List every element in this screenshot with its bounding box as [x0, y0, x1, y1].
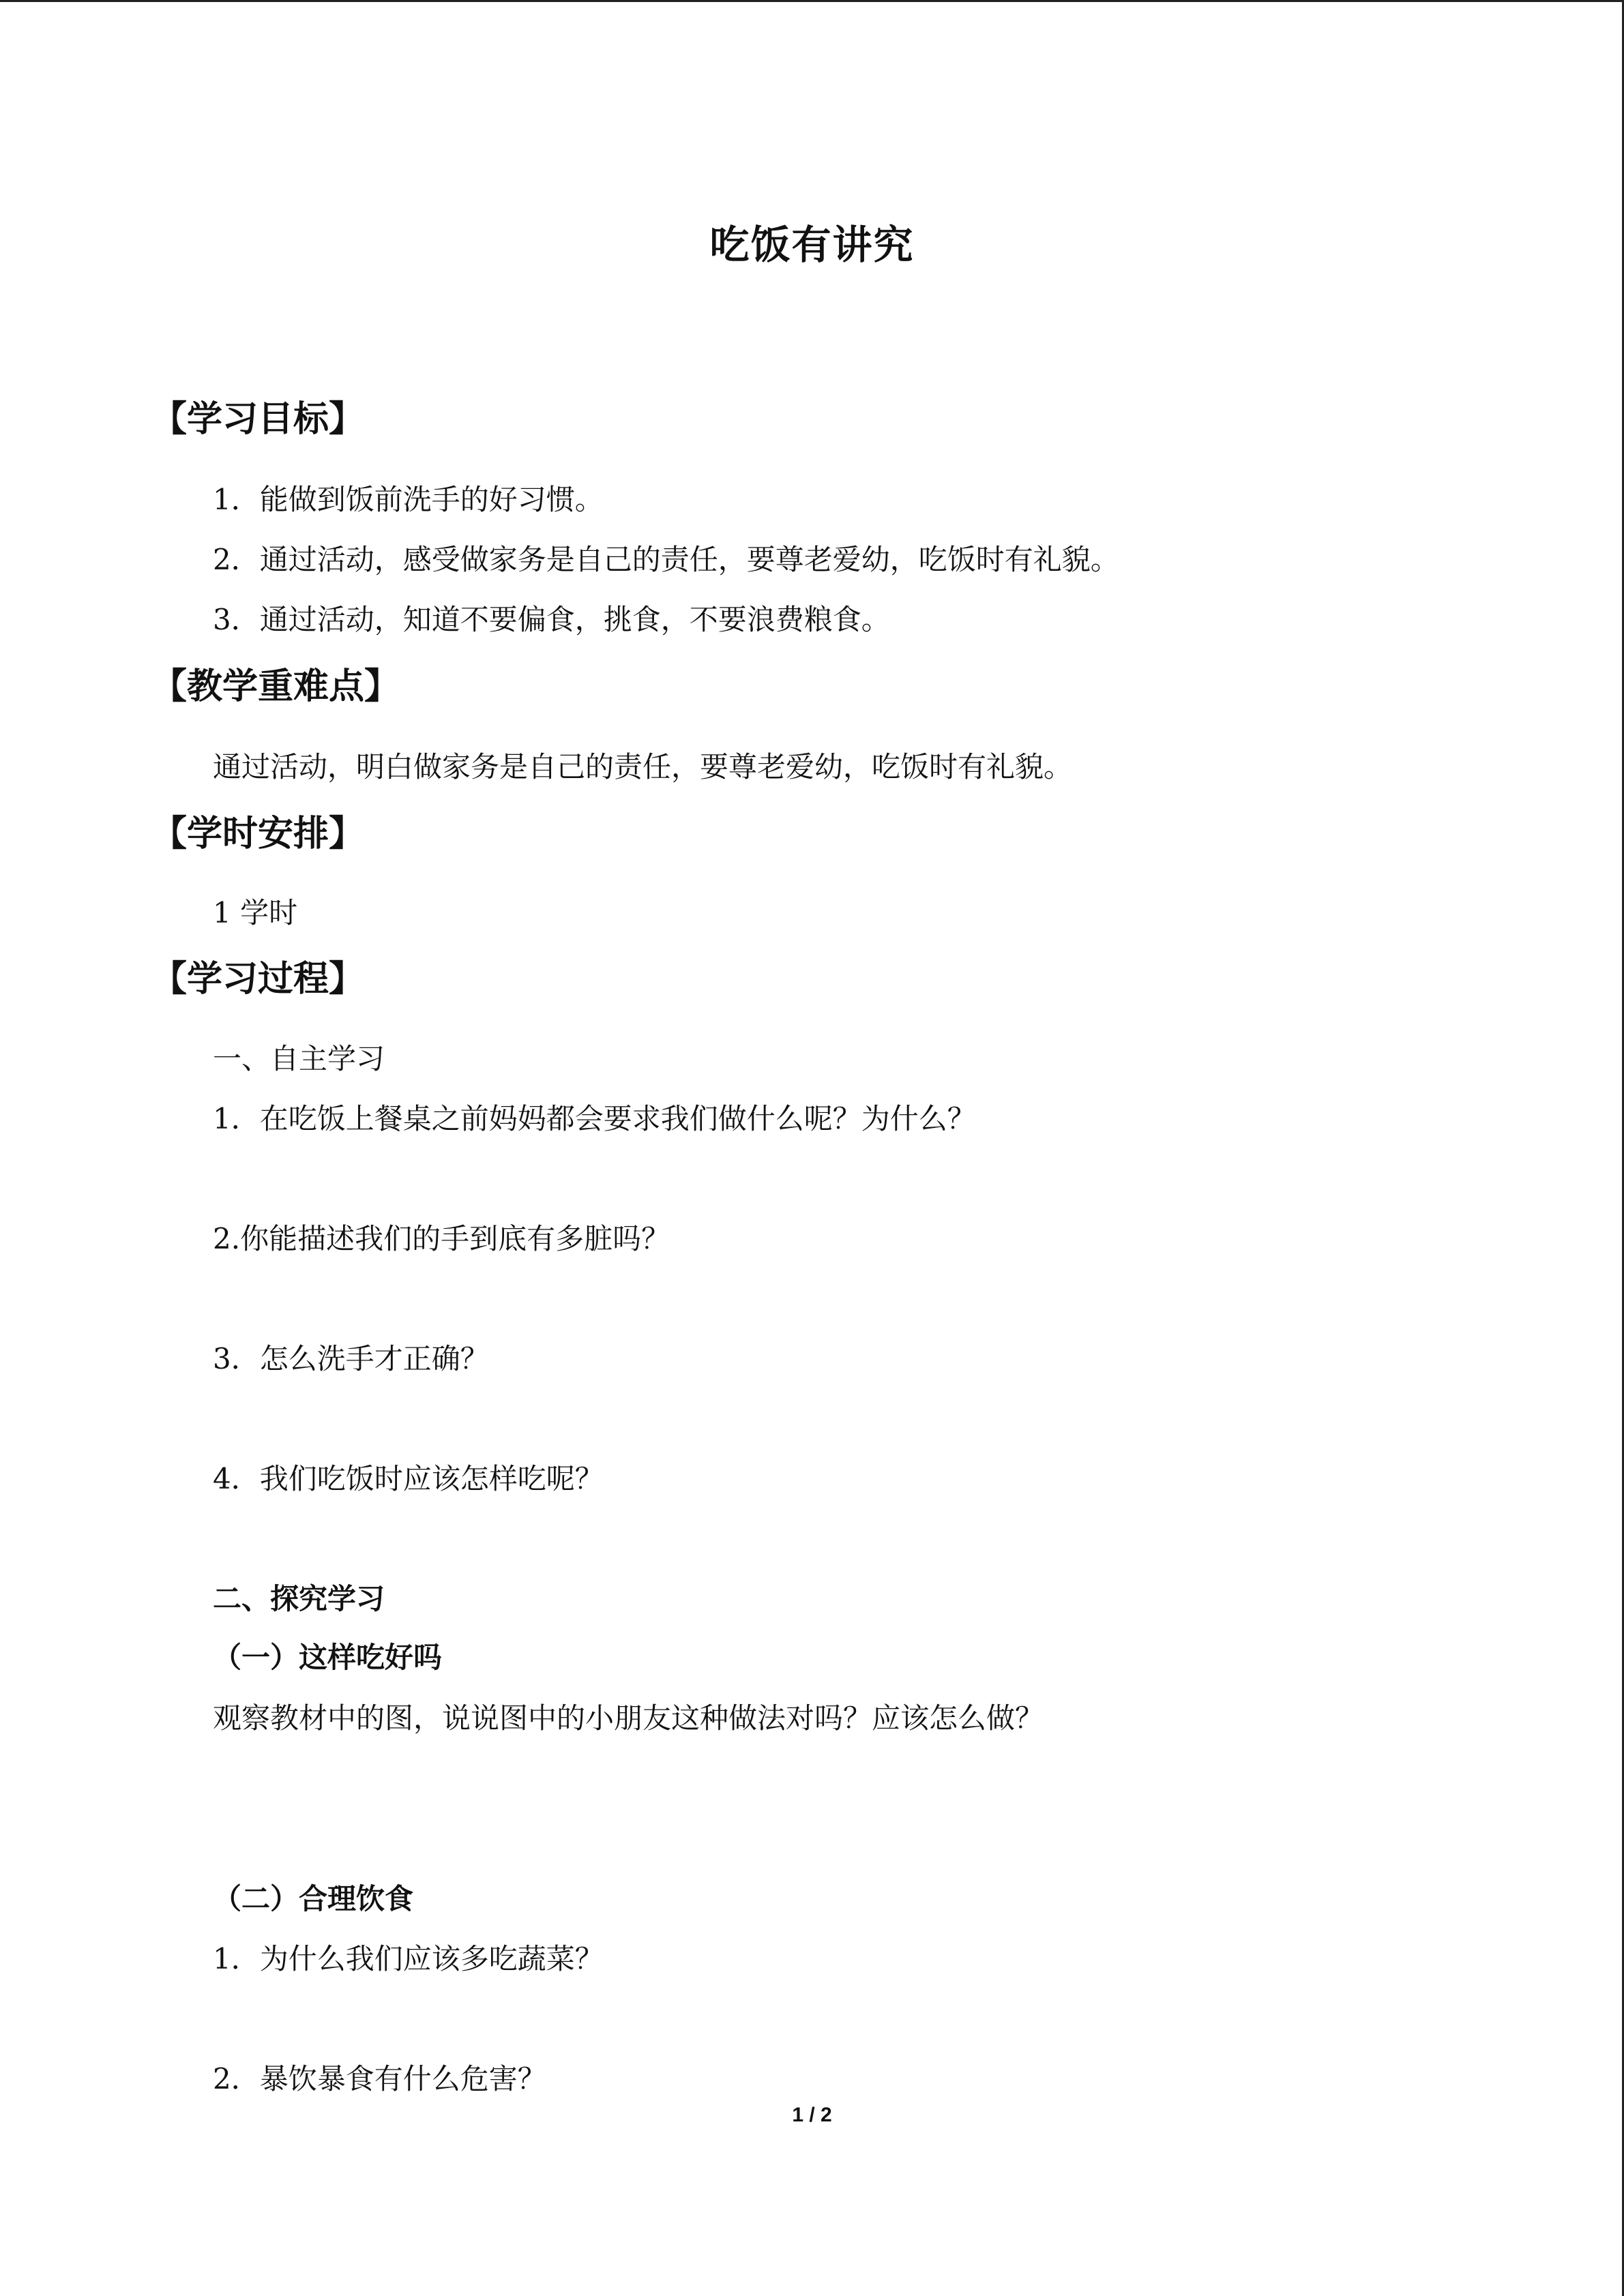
- key-points-heading: 【教学重难点】: [151, 666, 400, 707]
- page-top-border: [0, 0, 1624, 2]
- self-study-question-3: 3．怎么洗手才正确？: [213, 1342, 489, 1375]
- inquiry-part2-title: （二）合理饮食: [213, 1882, 414, 1915]
- objective-item-3: 3．通过活动，知道不要偏食，挑食，不要浪费粮食。: [213, 603, 890, 636]
- inquiry-part2-question-1: 1．为什么我们应该多吃蔬菜？: [213, 1942, 604, 1976]
- inquiry-part1-text: 观察教材中的图，说说图中的小朋友这种做法对吗？应该怎么做？: [213, 1701, 1044, 1735]
- objectives-heading: 【学习目标】: [151, 399, 365, 440]
- key-points-text: 通过活动，明白做家务是自己的责任，要尊老爱幼，吃饭时有礼貌。: [213, 750, 1073, 784]
- inquiry-title: 二、探究学习: [213, 1582, 385, 1615]
- page-number: 1 / 2: [792, 2104, 832, 2126]
- inquiry-part1-title: （一）这样吃好吗: [213, 1641, 443, 1674]
- self-study-title: 一、自主学习: [213, 1042, 385, 1075]
- self-study-question-1: 1．在吃饭上餐桌之前妈妈都会要求我们做什么呢？为什么？: [213, 1102, 976, 1135]
- process-heading: 【学习过程】: [151, 959, 365, 1000]
- schedule-heading: 【学时安排】: [151, 814, 365, 854]
- objective-item-2: 2．通过活动，感受做家务是自己的责任，要尊老爱幼，吃饭时有礼貌。: [213, 543, 1119, 576]
- self-study-question-4: 4．我们吃饭时应该怎样吃呢？: [213, 1462, 604, 1495]
- inquiry-part2-question-2: 2．暴饮暴食有什么危害？: [213, 2062, 546, 2096]
- objective-item-1: 1．能做到饭前洗手的好习惯。: [213, 483, 604, 516]
- schedule-text: 1 学时: [213, 896, 298, 929]
- document-title: 吃饭有讲究: [709, 222, 915, 268]
- self-study-question-2: 2.你能描述我们的手到底有多脏吗？: [213, 1222, 670, 1255]
